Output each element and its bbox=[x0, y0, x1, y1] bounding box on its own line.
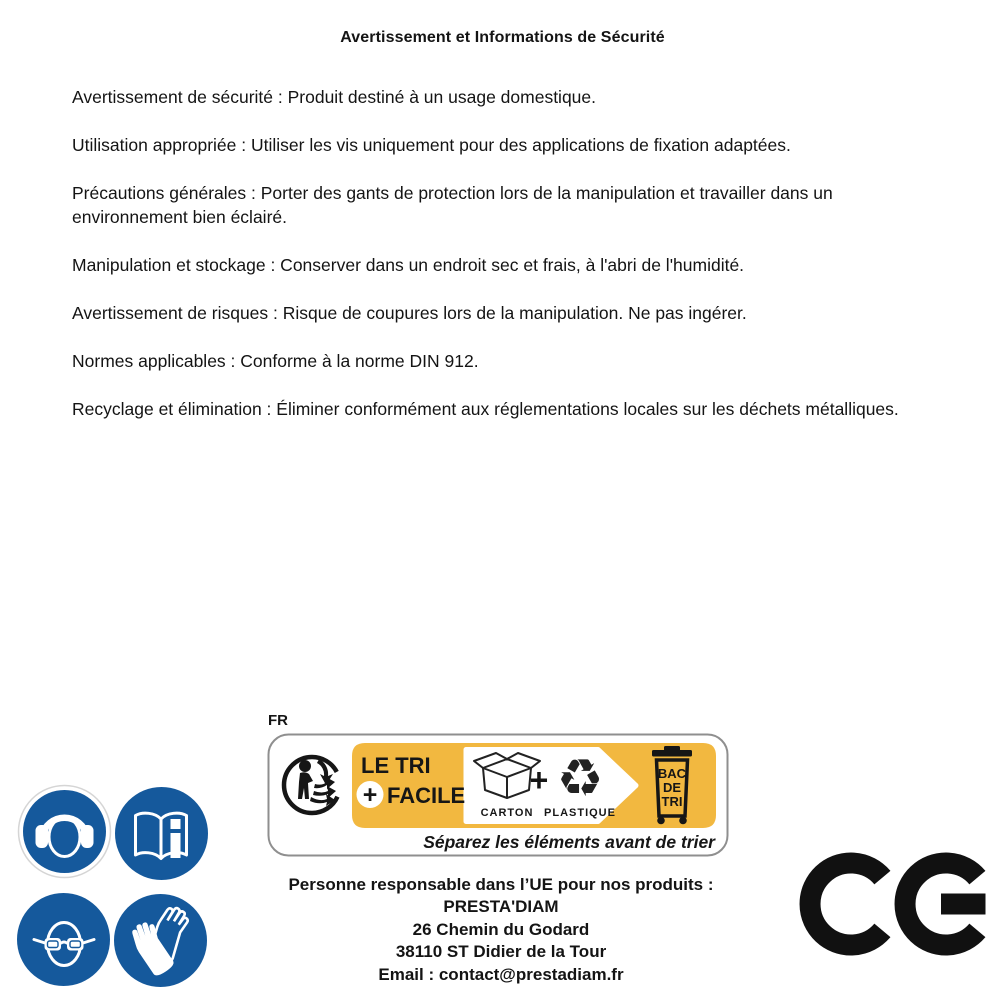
address-line-company: PRESTA'DIAM bbox=[443, 897, 559, 917]
address-line-email: Email : contact@prestadiam.fr bbox=[378, 964, 624, 984]
paragraph-appropriate-use: Utilisation appropriée : Utiliser les vis uniquement pour des applications de fixation adaptées. bbox=[72, 135, 791, 155]
label-plus-sign: + bbox=[362, 781, 378, 809]
label-tagline: Séparez les éléments avant de trier bbox=[423, 832, 715, 852]
label-facile: FACILE bbox=[387, 783, 466, 808]
responsible-person-address bbox=[270, 874, 732, 986]
label-plastique: PLASTIQUE bbox=[544, 807, 616, 819]
address-line-city: 38110 ST Didier de la Tour bbox=[395, 942, 607, 962]
wear-gloves-icon bbox=[113, 893, 208, 988]
safety-paragraphs bbox=[72, 85, 924, 445]
label-le-tri: LE TRI bbox=[361, 753, 431, 778]
wear-ear-protection-icon bbox=[17, 784, 112, 879]
address-line-street: 26 Chemin du Godard bbox=[412, 919, 590, 939]
paragraph-recycling: Recyclage et élimination : Éliminer conformément aux réglementations locales sur les déchets métalliques. bbox=[72, 399, 899, 419]
page-title: Avertissement et Informations de Sécurité bbox=[340, 29, 665, 46]
country-code-fr: FR bbox=[268, 712, 288, 729]
ce-marking-icon bbox=[798, 847, 994, 961]
bin-text-tri: TRI bbox=[661, 794, 683, 809]
wear-eye-protection-icon bbox=[16, 892, 111, 987]
address-line-responsible: Personne responsable dans l’UE pour nos produits : bbox=[288, 875, 714, 894]
recycling-triangle-icon: ♻ bbox=[556, 749, 604, 809]
paragraph-general-precautions: Précautions générales : Porter des gants de protection lors de la manipulation et travailler dans un environnement bien éclairé. bbox=[72, 183, 833, 227]
bin-text-bac: BAC bbox=[657, 766, 687, 781]
paragraph-safety-warning: Avertissement de sécurité : Produit destiné à un usage domestique. bbox=[72, 87, 597, 107]
paragraph-risk-warning: Avertissement de risques : Risque de coupures lors de la manipulation. Ne pas ingérer. bbox=[72, 303, 747, 323]
bin-text-de: DE bbox=[662, 780, 682, 795]
tri-facile-recycling-label bbox=[267, 733, 729, 857]
materials-plus-sign: + bbox=[529, 762, 549, 798]
label-carton: CARTON bbox=[480, 807, 534, 819]
paragraph-handling-storage: Manipulation et stockage : Conserver dans un endroit sec et frais, à l'abri de l'humidité. bbox=[72, 255, 745, 275]
paragraph-standards: Normes applicables : Conforme à la norme DIN 912. bbox=[72, 351, 479, 371]
read-manual-icon bbox=[114, 786, 209, 881]
